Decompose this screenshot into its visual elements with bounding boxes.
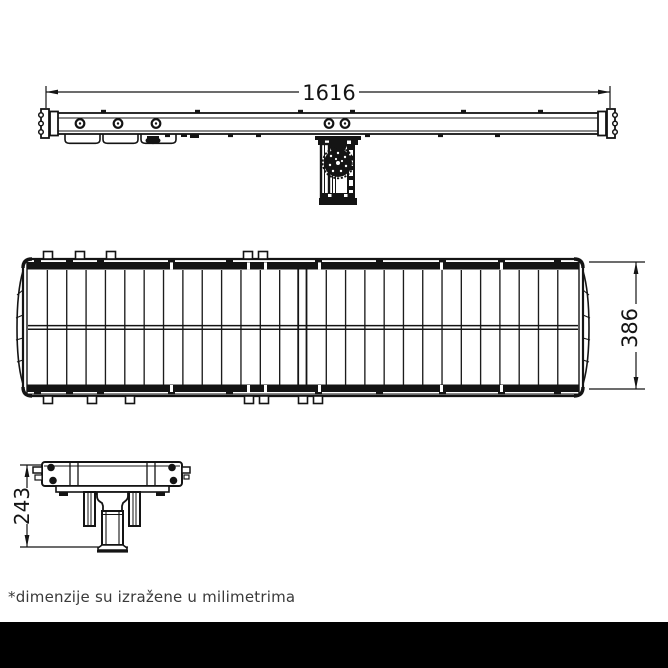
arrowhead <box>46 90 58 95</box>
arrowhead <box>25 465 30 477</box>
bracket-funnel <box>97 492 128 511</box>
arrowhead <box>634 377 639 389</box>
lamp-shades <box>65 134 199 144</box>
side-elevation-view <box>0 75 668 215</box>
end-cap-left <box>39 109 58 138</box>
panel-frame <box>16 259 590 396</box>
side-tab-left <box>33 467 42 473</box>
pole-clamp <box>97 511 128 553</box>
dimension-height-label: 243 <box>10 486 34 526</box>
end-cap-right <box>598 109 617 138</box>
arrowhead <box>25 535 30 547</box>
panel-top-view <box>0 240 668 415</box>
bracket-foot <box>319 198 357 205</box>
arrowhead <box>634 262 639 274</box>
mount-tabs-bottom <box>44 396 323 404</box>
side-tab-right <box>182 467 190 473</box>
arrowhead <box>598 90 610 95</box>
footer-bar <box>0 622 668 668</box>
mount-bracket <box>315 136 361 205</box>
end-elevation-view <box>0 450 240 562</box>
mount-tabs-top <box>44 252 268 260</box>
dimension-width-label: 1616 <box>302 81 356 105</box>
housing-body <box>33 462 190 486</box>
units-note: *dimenzije su izražene u milimetrima <box>8 588 296 606</box>
dimension-depth-label: 386 <box>618 307 642 349</box>
clamp-base <box>98 545 127 550</box>
